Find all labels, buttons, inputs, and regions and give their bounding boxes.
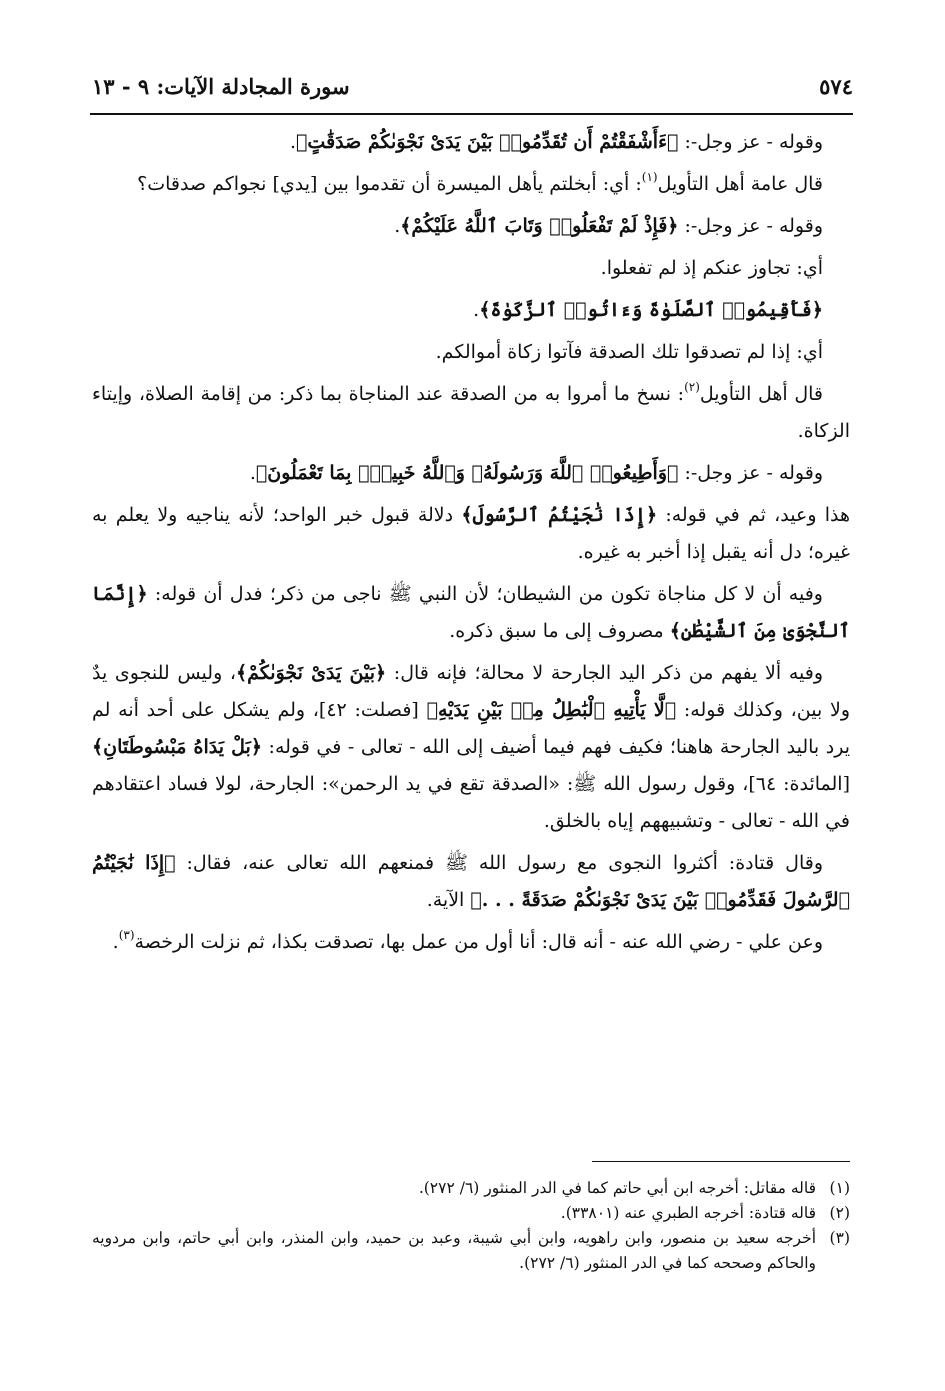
main-text bbox=[92, 124, 850, 966]
quran-verse: ﴿إِنَّمَا ٱلنَّجْوَىٰ مِنَ ٱلشَّيْطَٰنِ﴾ bbox=[92, 583, 850, 642]
quran-verse: ﴿بَلْ يَدَاهُ مَبْسُوطَتَانِ﴾ bbox=[92, 736, 262, 758]
footnote-number: (٣) bbox=[829, 1229, 850, 1247]
paragraph bbox=[92, 250, 850, 287]
paragraph bbox=[92, 497, 850, 571]
text-run: وقوله - عز وجل-: bbox=[678, 215, 823, 237]
text-run: أي: تجاوز عنكم إذ لم تفعلوا. bbox=[600, 257, 823, 279]
paragraph bbox=[92, 655, 850, 840]
footnote-number: (٢) bbox=[829, 1204, 850, 1222]
text-run: ، وليس للنجوى يدٌ ولا بين، وكذلك قوله: bbox=[92, 662, 850, 721]
quran-verse: ﴿ءَأَشْفَقْتُمْ أَن تُقَدِّمُوا۟ بَيْنَ يَدَىْ نَجْوَىٰكُمْ صَدَقَٰتٍ﴾ bbox=[296, 131, 679, 153]
running-head bbox=[92, 62, 853, 110]
footnote-marker: (٢) bbox=[684, 380, 700, 394]
text-run: . bbox=[112, 931, 119, 953]
paragraph bbox=[92, 924, 850, 961]
text-run: وفيه ألا يفهم من ذكر اليد الجارحة لا محالة؛ فإنه قال: bbox=[386, 662, 823, 684]
text-run: مصروف إلى ما سبق ذكره. bbox=[449, 620, 670, 642]
quran-verse: ﴿لَّا يَأْتِيهِ ٱلْبَٰطِلُ مِنۢ بَيْنِ يَدَيْهِ﴾ bbox=[426, 699, 677, 721]
paragraph bbox=[92, 576, 850, 650]
text-run: أي: إذا لم تصدقوا تلك الصدقة فآتوا زكاة أموالكم. bbox=[435, 341, 823, 363]
text-run: : أي: أبخلتم يأهل الميسرة أن تقدموا بين [يدي] نجواكم صدقات؟ bbox=[137, 173, 642, 195]
footnote bbox=[92, 1226, 850, 1276]
header-rule bbox=[90, 113, 853, 115]
text-run: وعن علي - رضي الله عنه - أنه قال: أنا أول من عمل بها، تصدقت بكذا، ثم نزلت الرخصة bbox=[134, 931, 823, 953]
text-run: وقوله - عز وجل-: bbox=[678, 131, 823, 153]
surah-title: سورة المجادلة الآيات: ٩ - ١٣ bbox=[92, 73, 350, 99]
quran-verse: ﴿وَأَطِيعُوا۟ ٱللَّهَ وَرَسُولَهُۥ وَٱللَّهُ خَبِيرٌۢ بِمَا تَعْمَلُونَ﴾ bbox=[255, 462, 679, 484]
footnote bbox=[92, 1201, 850, 1226]
text-run: [فصلت: ٤٢]، ولم يشكل على أحد أنه لم يرد باليد الجارحة هاهنا؛ فكيف فهم فيما أضيف إلى الله - تعالى - في قوله: bbox=[92, 699, 850, 758]
text-run: وقال قتادة: أكثروا النجوى مع رسول الله ﷺ فمنعهم الله تعالى عنه، فقال: bbox=[175, 852, 823, 874]
text-run: . bbox=[249, 462, 256, 484]
footnote bbox=[92, 1176, 850, 1201]
footnote-text: قاله قتادة: أخرجه الطبري عنه (٣٣٨٠١). bbox=[560, 1204, 816, 1222]
text-run: . bbox=[394, 215, 401, 237]
quran-verse: ﴿فَأَقِيمُوا۟ ٱلصَّلَوٰةَ وَءَاتُوا۟ ٱلزَّكَوٰةَ﴾ bbox=[479, 299, 823, 321]
text-run: وقوله - عز وجل-: bbox=[678, 462, 823, 484]
paragraph bbox=[92, 376, 850, 450]
page-number: ٥٧٤ bbox=[819, 73, 853, 99]
paragraph bbox=[92, 455, 850, 492]
footnotes bbox=[92, 1176, 850, 1276]
text-run: هذا وعيد، ثم في قوله: bbox=[657, 504, 851, 526]
paragraph bbox=[92, 845, 850, 919]
quran-verse: ﴿فَإِذْ لَمْ تَفْعَلُوا۟ وَتَابَ ٱللَّهُ عَلَيْكُمْ﴾ bbox=[400, 215, 679, 237]
text-run: . bbox=[289, 131, 297, 153]
text-run: وفيه أن لا كل مناجاة تكون من الشيطان؛ لأن النبي ﷺ ناجى من ذكر؛ فدل أن قوله: bbox=[147, 583, 823, 605]
text-run: . bbox=[473, 299, 480, 321]
paragraph bbox=[92, 292, 850, 329]
text-run: : نسخ ما أمروا به من الصدقة عند المناجاة بما ذكر: من إقامة الصلاة، وإيتاء الزكاة. bbox=[92, 383, 850, 442]
quran-verse: ﴿إِذَا نَٰجَيْتُمُ ٱلرَّسُولَ فَقَدِّمُوا۟ بَيْنَ يَدَىْ نَجْوَىٰكُمْ صَدَقَةً . . .﴾ bbox=[92, 852, 850, 911]
footnote-separator bbox=[592, 1161, 850, 1162]
quran-verse: ﴿إِذَا نَٰجَيْتُمُ ٱلرَّسُولَ﴾ bbox=[461, 504, 658, 526]
footnote-marker: (١) bbox=[641, 170, 658, 184]
text-run: الآية. bbox=[426, 889, 471, 911]
text-run: قال أهل التأويل bbox=[699, 383, 824, 405]
text-run: قال عامة أهل التأويل bbox=[657, 173, 823, 195]
quran-verse: ﴿بَيْنَ يَدَىْ نَجْوَىٰكُمْ﴾ bbox=[236, 662, 387, 684]
paragraph bbox=[92, 334, 850, 371]
text-run: [المائدة: ٦٤]، وقول رسول الله ﷺ: «الصدقة تقع في يد الرحمن»: الجارحة، لولا فساد اعتقادهم في الله - تعالى - وتشبيههم إياه بالخلق. bbox=[92, 773, 850, 832]
footnote-text: قاله مقاتل: أخرجه ابن أبي حاتم كما في الدر المنثور (٦/ ٢٧٢). bbox=[418, 1179, 816, 1197]
paragraph bbox=[92, 124, 850, 161]
footnote-number: (١) bbox=[829, 1179, 850, 1197]
text-run: دلالة قبول خبر الواحد؛ لأنه يناجيه ولا يعلم به غيره؛ دل أنه يقبل إذا أخبر به غيره. bbox=[92, 504, 850, 563]
paragraph bbox=[92, 166, 850, 203]
paragraph bbox=[92, 208, 850, 245]
footnote-text: أخرجه سعيد بن منصور، وابن راهويه، وابن أبي شيبة، وعبد بن حميد، وابن المنذر، وابن أبي حاتم، وابن مردويه والحاكم وصححه كما في الدر المنثور (٦/ ٢٧٢). bbox=[92, 1229, 816, 1272]
footnote-marker: (٣) bbox=[118, 928, 135, 942]
